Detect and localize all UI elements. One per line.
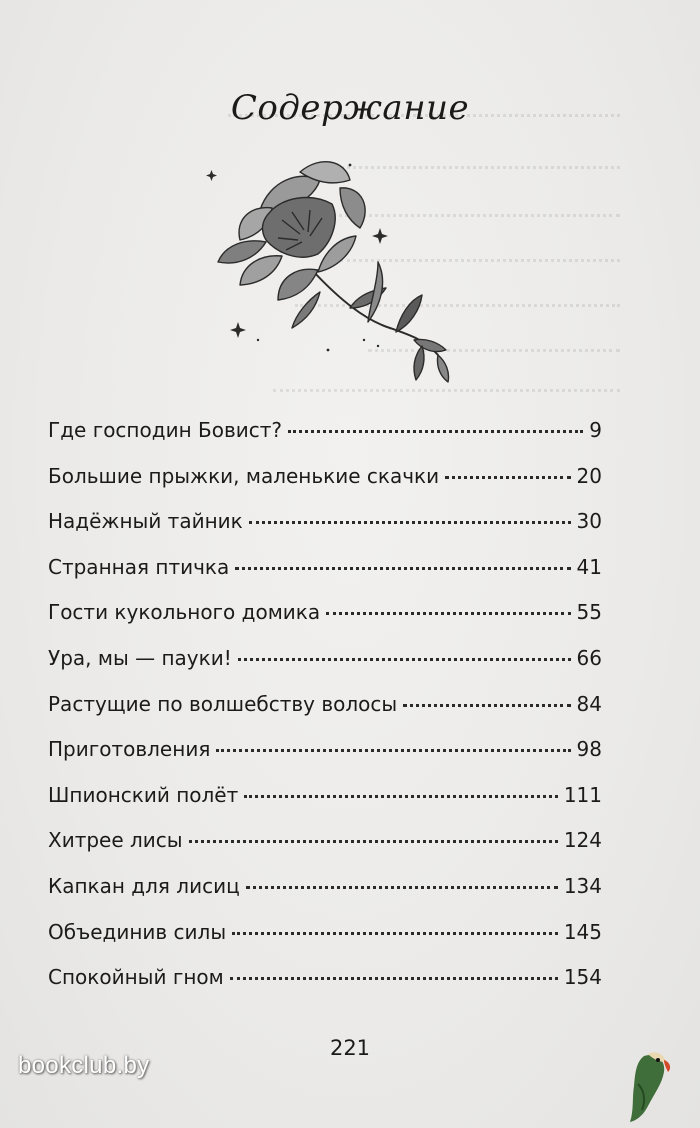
chapter-title: Растущие по волшебству волосы — [48, 691, 398, 716]
chapter-page: 134 — [563, 873, 602, 898]
chapter-page: 154 — [563, 965, 602, 990]
dot-leader — [216, 749, 570, 752]
toc-entry[interactable] — [48, 737, 602, 783]
toc-entry[interactable] — [48, 874, 602, 920]
flower-icon — [200, 150, 460, 390]
page-number: 221 — [329, 1036, 371, 1060]
dot-leader — [249, 521, 571, 524]
toc-entry[interactable] — [48, 920, 602, 966]
chapter-title: Гости кукольного домика — [48, 600, 321, 625]
table-of-contents — [48, 418, 602, 1011]
dot-leader — [230, 977, 558, 980]
chapter-page: 41 — [576, 554, 602, 579]
chapter-title: Странная птичка — [48, 554, 230, 579]
chapter-page: 124 — [563, 828, 602, 853]
chapter-page: 30 — [576, 509, 602, 534]
chapter-page: 55 — [576, 600, 602, 625]
chapter-title: Ура, мы — пауки! — [48, 645, 232, 670]
chapter-title: Приготовления — [48, 737, 211, 762]
parrot-icon — [604, 1044, 674, 1124]
chapter-title: Надёжный тайник — [48, 509, 243, 534]
chapter-page: 98 — [576, 737, 602, 762]
dot-leader — [238, 658, 571, 661]
toc-entry[interactable] — [48, 646, 602, 692]
contents-heading: Содержание — [230, 88, 470, 128]
chapter-page: 84 — [576, 691, 602, 716]
toc-entry[interactable] — [48, 692, 602, 738]
chapter-page: 9 — [589, 418, 602, 442]
chapter-page: 20 — [576, 463, 602, 488]
dot-leader — [235, 567, 570, 570]
chapter-title: Большие прыжки, маленькие скачки — [48, 463, 440, 488]
chapter-title: Где господин Бовист? — [48, 418, 283, 442]
chapter-title: Объединив силы — [48, 919, 227, 944]
dot-leader — [403, 704, 570, 707]
chapter-title: Хитрее лисы — [48, 828, 183, 853]
toc-entry[interactable] — [48, 600, 602, 646]
dot-leader — [246, 886, 558, 889]
dot-leader — [326, 612, 570, 615]
dot-leader — [288, 430, 583, 433]
dot-leader — [232, 932, 558, 935]
chapter-page: 111 — [563, 782, 602, 807]
chapter-page: 145 — [563, 919, 602, 944]
chapter-title: Спокойный гном — [48, 965, 224, 990]
toc-entry[interactable] — [48, 509, 602, 555]
dot-leader — [445, 476, 570, 479]
toc-entry[interactable] — [48, 418, 602, 464]
watermark-text[interactable]: bookclub.by — [18, 1052, 150, 1079]
toc-entry[interactable] — [48, 464, 602, 510]
toc-entry[interactable] — [48, 828, 602, 874]
toc-entry[interactable] — [48, 783, 602, 829]
dot-leader — [244, 795, 558, 798]
chapter-page: 66 — [576, 645, 602, 670]
chapter-title: Капкан для лисиц — [48, 873, 240, 898]
toc-entry[interactable] — [48, 965, 602, 1011]
dot-leader — [189, 840, 558, 843]
toc-entry[interactable] — [48, 555, 602, 601]
chapter-title: Шпионский полёт — [48, 782, 239, 807]
